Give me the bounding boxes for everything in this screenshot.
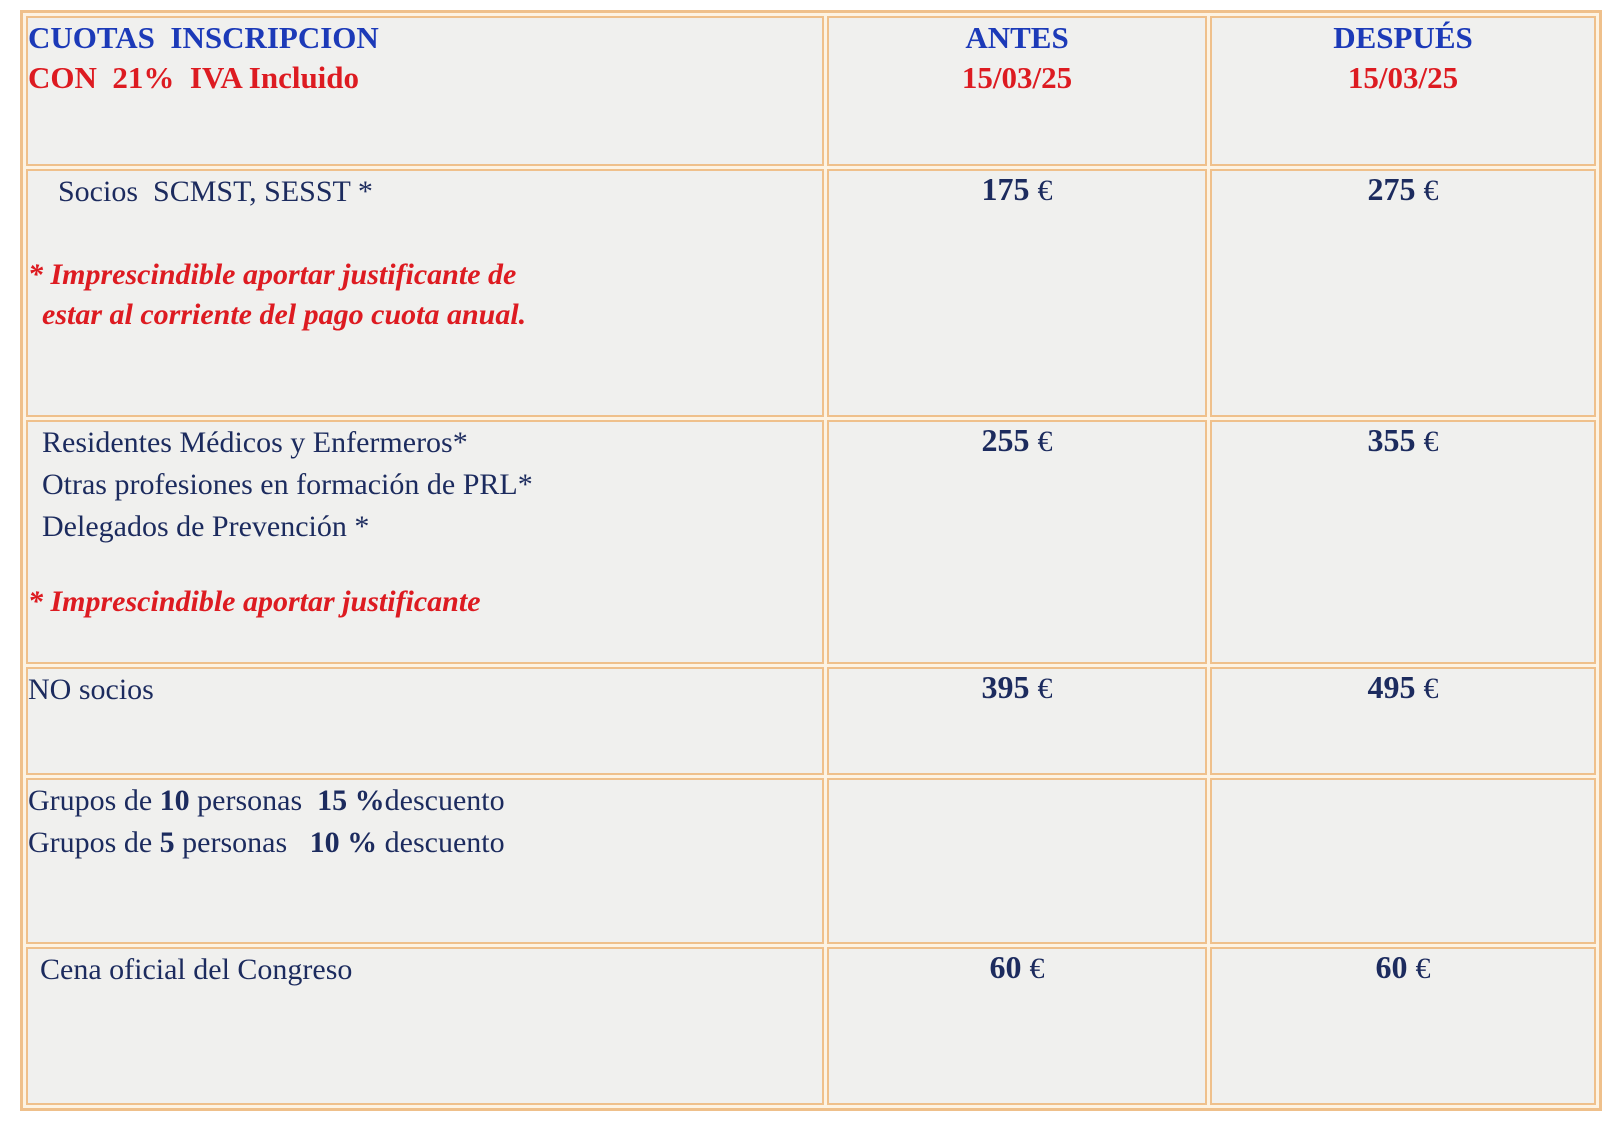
euro-sign: € [1415,952,1431,985]
residentes-line3: Delegados de Prevención * [42,510,370,543]
grupos-line2-bold-discount: 10 % [309,826,378,859]
euro-sign: € [1029,952,1045,985]
residentes-label-cell [26,420,824,664]
grupos-line2-bold-count: 5 [159,826,175,859]
price-value: 255 [981,422,1030,458]
residentes-note [28,582,822,622]
grupos-label-cell [26,778,824,944]
grupos-line1-bold-count: 10 [159,784,190,817]
row-residentes [26,420,1596,664]
price-value: 60 [989,949,1022,985]
socios-label-cell [26,169,824,417]
socios-note-line1: * Imprescindible aportar justificante de [28,258,517,291]
despues-label: DESPUÉS [1333,20,1473,55]
column-header-antes [827,16,1207,166]
grupos-line2: Grupos de 5 personas 10 % descuento [28,826,505,859]
euro-sign: € [1423,174,1439,207]
socios-price-antes [827,169,1207,417]
table-title-line1: CUOTAS INSCRIPCION [28,20,379,55]
price-value: 395 [981,669,1030,705]
cena-price-antes [827,947,1207,1105]
row-grupos [26,778,1596,944]
residentes-line1: Residentes Médicos y Enfermeros* [42,426,468,459]
row-no-socios [26,667,1596,775]
cena-label-cell [26,947,824,1105]
no-socios-price-antes [827,667,1207,775]
price-value: 275 [1367,171,1416,207]
euro-sign: € [1037,174,1053,207]
no-socios-price-despues [1210,667,1596,775]
price-value: 355 [1367,422,1416,458]
grupos-price-antes-empty [827,778,1207,944]
euro-sign: € [1423,425,1439,458]
grupos-line1-bold-discount: 15 % [317,784,385,817]
row-socios [26,169,1596,417]
socios-price-despues [1210,169,1596,417]
residentes-note-line1: * Imprescindible aportar justificante [28,585,481,618]
row-cena [26,947,1596,1105]
pricing-table [20,10,1602,1111]
header-title-cell [26,16,824,166]
cena-line: Cena oficial del Congreso [40,953,353,986]
euro-sign: € [1037,425,1053,458]
euro-sign: € [1423,672,1439,705]
header-row [26,16,1596,166]
grupos-line1: Grupos de 10 personas 15 %descuento [28,784,505,817]
cena-price-despues [1210,947,1596,1105]
table-title-line2: CON 21% IVA Incluido [28,60,360,95]
residentes-price-antes [827,420,1207,664]
price-value: 495 [1367,669,1416,705]
residentes-price-despues [1210,420,1596,664]
price-value: 60 [1375,949,1408,985]
grupos-price-despues-empty [1210,778,1596,944]
antes-label: ANTES [965,20,1069,55]
column-header-despues [1210,16,1596,166]
despues-date: 15/03/25 [1347,60,1459,95]
socios-note-line2: estar al corriente del pago cuota anual. [42,298,527,331]
price-value: 175 [981,171,1030,207]
no-socios-line: NO socios [28,673,154,706]
euro-sign: € [1037,672,1053,705]
residentes-line2: Otras profesiones en formación de PRL* [42,468,533,501]
socios-note [28,255,822,335]
no-socios-label-cell [26,667,824,775]
socios-line: Socios SCMST, SESST * [58,175,373,208]
antes-date: 15/03/25 [961,60,1073,95]
